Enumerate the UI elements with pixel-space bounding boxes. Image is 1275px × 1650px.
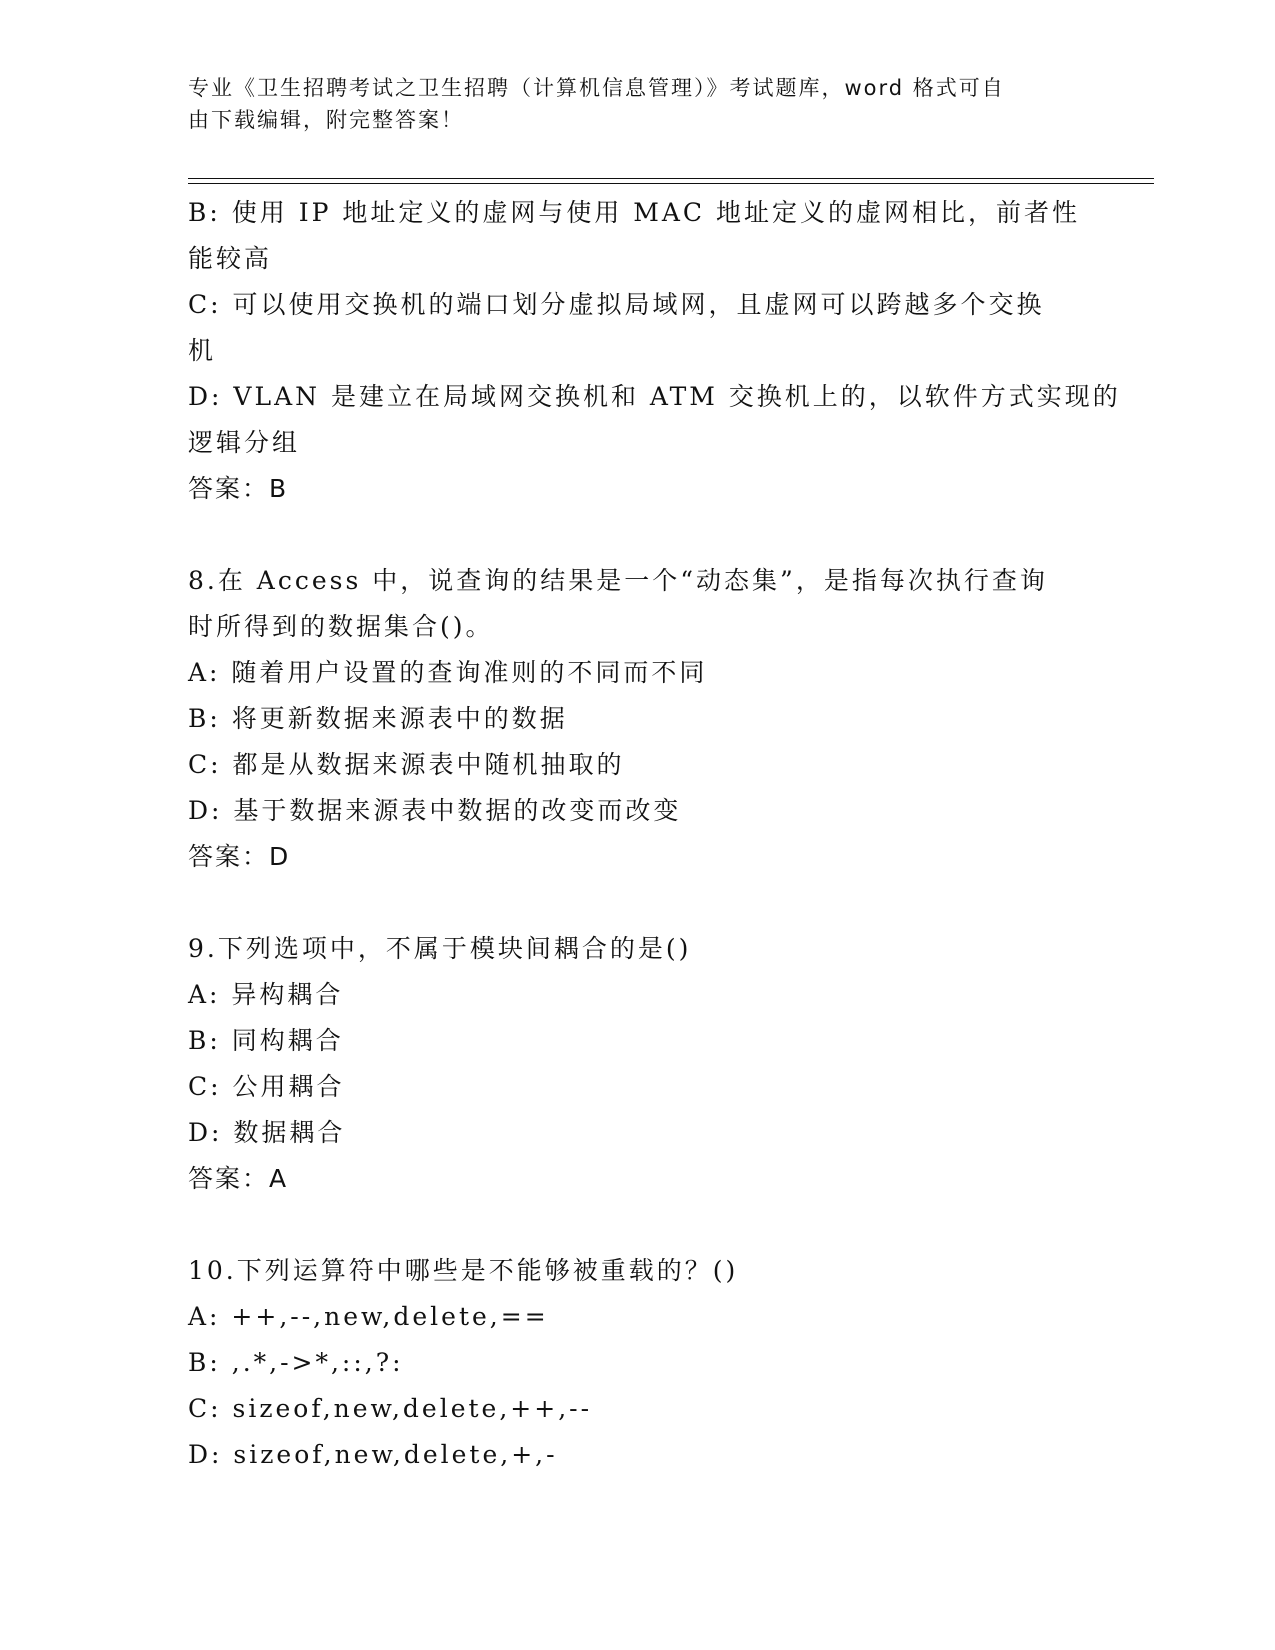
option-d-line-2: 逻辑分组 — [188, 428, 301, 457]
spacer — [188, 512, 1088, 558]
header-line-2: 由下载编辑，附完整答案！ — [188, 108, 464, 132]
option-b: B: 同构耦合 — [188, 1026, 344, 1055]
answer-line: 答案：B — [188, 474, 289, 503]
question-10 — [188, 1248, 1088, 1478]
option-c-line-1: C: 可以使用交换机的端口划分虚拟局域网，且虚网可以跨越多个交换 — [188, 290, 1045, 319]
option-c-line-2: 机 — [188, 336, 217, 365]
document-header — [188, 72, 1068, 136]
question-9 — [188, 926, 1088, 1202]
option-a: A: 随着用户设置的查询准则的不同而不同 — [188, 658, 708, 687]
question-stem: 10.下列运算符中哪些是不能够被重载的？() — [188, 1256, 739, 1285]
question-7-continued — [188, 190, 1121, 512]
question-stem-line-2: 时所得到的数据集合()。 — [188, 612, 494, 641]
question-stem: 9.下列选项中，不属于模块间耦合的是() — [188, 934, 692, 963]
question-stem-line-1: 8.在 Access 中，说查询的结果是一个“动态集”，是指每次执行查询 — [188, 566, 1048, 595]
spacer — [188, 880, 1088, 926]
option-d: D: 数据耦合 — [188, 1118, 346, 1147]
question-8 — [188, 558, 1088, 880]
document-body — [188, 190, 1121, 1478]
option-c: C: sizeof,new,delete,++,-- — [188, 1394, 593, 1423]
option-d: D: sizeof,new,delete,+,- — [188, 1440, 558, 1469]
option-d: D: 基于数据来源表中数据的改变而改变 — [188, 796, 682, 825]
option-a: A: 异构耦合 — [188, 980, 344, 1009]
option-b-line-1: B: 使用 IP 地址定义的虚网与使用 MAC 地址定义的虚网相比，前者性 — [188, 198, 1081, 227]
spacer — [188, 1202, 1088, 1248]
header-divider-top — [188, 178, 1154, 179]
option-d-line-1: D: VLAN 是建立在局域网交换机和 ATM 交换机上的，以软件方式实现的 — [188, 382, 1121, 411]
answer-line: 答案：D — [188, 842, 291, 871]
header-line-1: 专业《卫生招聘考试之卫生招聘（计算机信息管理）》考试题库，word 格式可自 — [188, 76, 1005, 100]
header-divider-bottom — [188, 183, 1154, 184]
answer-line: 答案：A — [188, 1164, 289, 1193]
option-b: B: ,.*,->*,::,?: — [188, 1348, 404, 1377]
option-c: C: 公用耦合 — [188, 1072, 345, 1101]
option-b: B: 将更新数据来源表中的数据 — [188, 704, 568, 733]
option-b-line-2: 能较高 — [188, 244, 273, 273]
option-c: C: 都是从数据来源表中随机抽取的 — [188, 750, 625, 779]
option-a: A: ++,--,new,delete,== — [188, 1302, 549, 1331]
